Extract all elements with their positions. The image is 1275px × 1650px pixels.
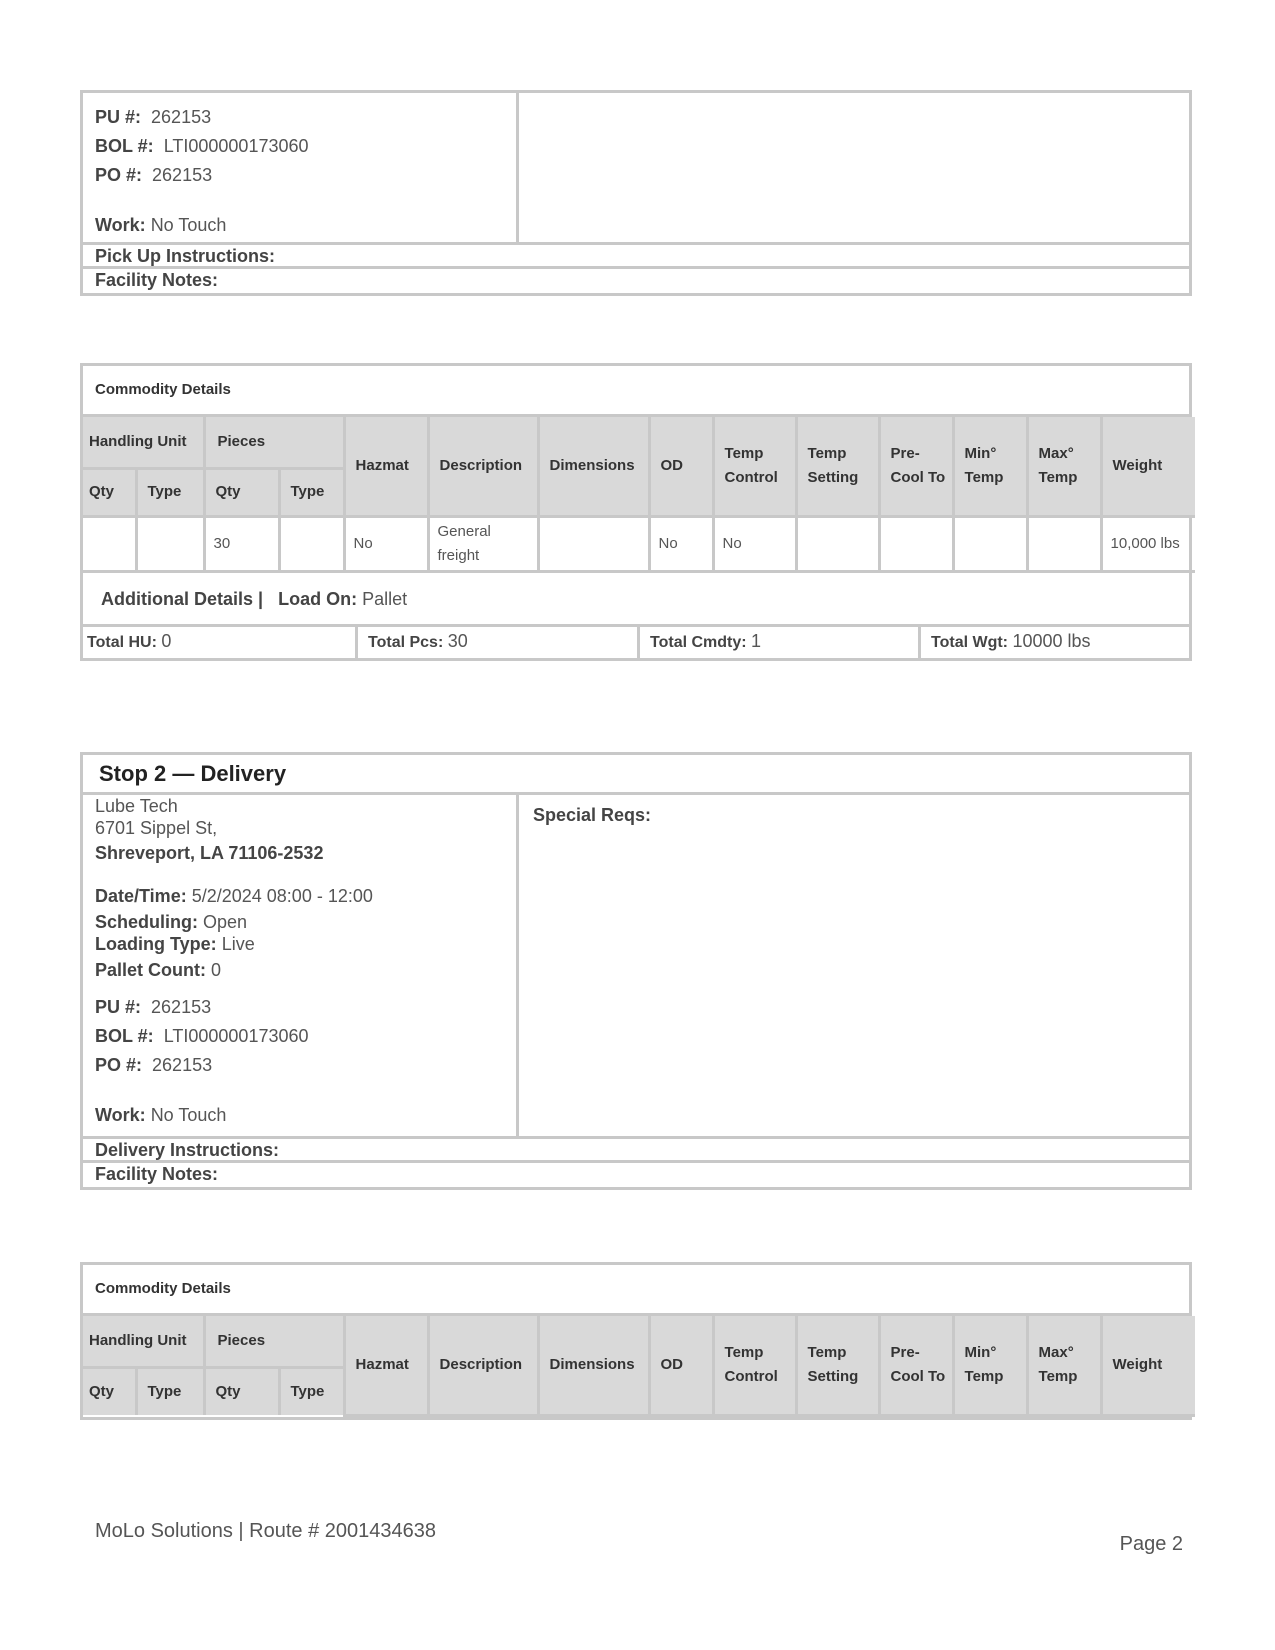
th-description: Description — [428, 417, 538, 516]
load-on-label: Load On: — [278, 588, 358, 609]
total-wgt — [918, 627, 1189, 658]
work-label: Work: — [95, 215, 146, 235]
th-hazmat: Hazmat — [344, 417, 428, 516]
total-pcs — [355, 627, 637, 658]
scheduling-label: Scheduling: — [95, 912, 198, 932]
pickup-instructions: Pick Up Instructions: — [83, 245, 1189, 269]
th2-hu-type: Type — [136, 1367, 204, 1415]
th-pre-cool-to: Pre-Cool To — [879, 417, 953, 516]
special-reqs-label: Special Reqs: — [533, 805, 652, 825]
total-pcs-label: Total Pcs: — [368, 633, 444, 651]
po-label: PO #: — [95, 165, 143, 185]
datetime-label: Date/Time: — [95, 886, 187, 906]
th-handling-unit: Handling Unit — [83, 417, 204, 468]
additional-details — [83, 573, 1189, 627]
total-cmdty — [637, 627, 918, 658]
scheduling-value: Open — [203, 912, 248, 932]
stop2-bol-value: LTI000000173060 — [163, 1026, 309, 1046]
cell-hu-qty — [83, 516, 136, 571]
total-hu-value: 0 — [161, 630, 172, 651]
additional-details-label: Additional Details | — [101, 588, 264, 609]
th2-min-temp: Min° Temp — [953, 1316, 1027, 1415]
th2-description: Description — [428, 1316, 538, 1415]
total-hu — [83, 627, 355, 658]
total-cmdty-value: 1 — [751, 630, 762, 651]
stop1-block — [80, 90, 1192, 296]
th-weight: Weight — [1101, 417, 1195, 516]
work-value: No Touch — [150, 215, 227, 235]
commodity2-title: Commodity Details — [83, 1265, 1189, 1316]
stop2-facility-notes: Facility Notes: — [95, 1164, 219, 1184]
cell-weight: 10,000 lbs — [1101, 516, 1195, 571]
stop2-city-state-zip: Shreveport, LA 71106-2532 — [95, 843, 324, 863]
cell-hu-type — [136, 516, 204, 571]
stop2-po-label: PO #: — [95, 1055, 143, 1075]
bol-label: BOL #: — [95, 136, 154, 156]
stop2-right-column — [519, 795, 1189, 1136]
cell-min-temp — [953, 516, 1027, 571]
cell-pre-cool-to — [879, 516, 953, 571]
stop2-company: Lube Tech — [95, 796, 178, 816]
stop2-title: Stop 2 — Delivery — [83, 755, 1189, 795]
th-pc-type: Type — [279, 468, 344, 516]
pallet-count-label: Pallet Count: — [95, 960, 206, 980]
th-temp-control: Temp Control — [713, 417, 796, 516]
stop2-address: 6701 Sippel St, — [95, 818, 218, 838]
th2-pc-type: Type — [279, 1367, 344, 1415]
cell-dimensions — [538, 516, 649, 571]
total-wgt-label: Total Wgt: — [931, 633, 1009, 651]
stop2-info — [83, 795, 1189, 1139]
total-wgt-value: 10000 lbs — [1012, 630, 1091, 651]
th-max-temp: Max° Temp — [1027, 417, 1101, 516]
cell-temp-setting — [796, 516, 879, 571]
th2-temp-setting: Temp Setting — [796, 1316, 879, 1415]
bol-value: LTI000000173060 — [163, 136, 309, 156]
th-pieces: Pieces — [204, 417, 344, 468]
cell-description: General freight — [428, 516, 538, 571]
pu-label: PU #: — [95, 107, 142, 127]
th2-od: OD — [649, 1316, 713, 1415]
loading-type-label: Loading Type: — [95, 934, 217, 954]
cell-hazmat: No — [344, 516, 428, 571]
footer-route: MoLo Solutions | Route # 2001434638 — [95, 1520, 437, 1542]
load-on-value: Pallet — [362, 588, 408, 609]
stop2-pu-label: PU #: — [95, 997, 142, 1017]
commodity-table — [83, 417, 1195, 573]
commodity-block-1 — [80, 363, 1192, 661]
page-number: Page 2 — [1119, 1533, 1183, 1555]
commodity-block-2 — [80, 1262, 1192, 1420]
th2-pre-cool-to: Pre-Cool To — [879, 1316, 953, 1415]
th2-weight: Weight — [1101, 1316, 1195, 1415]
cell-pc-type — [279, 516, 344, 571]
th2-dimensions: Dimensions — [538, 1316, 649, 1415]
th-min-temp: Min° Temp — [953, 417, 1027, 516]
stop2-left-column — [83, 795, 519, 1136]
facility-notes: Facility Notes: — [95, 270, 219, 290]
stop1-right-column — [519, 93, 1189, 242]
loading-type-value: Live — [221, 934, 255, 954]
commodity-title: Commodity Details — [83, 366, 1189, 417]
stop2-pu-value: 262153 — [151, 997, 212, 1017]
total-cmdty-label: Total Cmdty: — [650, 633, 747, 651]
totals-row — [83, 627, 1189, 658]
th2-max-temp: Max° Temp — [1027, 1316, 1101, 1415]
th2-temp-control: Temp Control — [713, 1316, 796, 1415]
stop2-work-value: No Touch — [150, 1105, 227, 1125]
th-hu-type: Type — [136, 468, 204, 516]
total-pcs-value: 30 — [447, 630, 468, 651]
datetime-value: 5/2/2024 08:00 - 12:00 — [191, 886, 373, 906]
cell-pc-qty: 30 — [204, 516, 279, 571]
th2-hu-qty: Qty — [83, 1367, 136, 1415]
th-hu-qty: Qty — [83, 468, 136, 516]
th-pc-qty: Qty — [204, 468, 279, 516]
cell-temp-control: No — [713, 516, 796, 571]
cell-max-temp — [1027, 516, 1101, 571]
cell-od: No — [649, 516, 713, 571]
th-od: OD — [649, 417, 713, 516]
th2-hazmat: Hazmat — [344, 1316, 428, 1415]
th2-pc-qty: Qty — [204, 1367, 279, 1415]
th2-handling-unit: Handling Unit — [83, 1316, 204, 1367]
delivery-instructions: Delivery Instructions: — [83, 1139, 1189, 1163]
stop2-work-label: Work: — [95, 1105, 146, 1125]
total-hu-label: Total HU: — [87, 633, 157, 651]
stop2-po-value: 262153 — [152, 1055, 213, 1075]
stop1-left-column — [83, 93, 519, 242]
pallet-count-value: 0 — [211, 960, 222, 980]
th-temp-setting: Temp Setting — [796, 417, 879, 516]
stop2-bol-label: BOL #: — [95, 1026, 154, 1046]
stop2-block — [80, 752, 1192, 1190]
po-value: 262153 — [152, 165, 213, 185]
th-dimensions: Dimensions — [538, 417, 649, 516]
commodity2-table — [83, 1316, 1195, 1417]
pu-value: 262153 — [151, 107, 212, 127]
stop1-info — [83, 93, 1189, 245]
th2-pieces: Pieces — [204, 1316, 344, 1367]
table-row — [83, 516, 1195, 571]
